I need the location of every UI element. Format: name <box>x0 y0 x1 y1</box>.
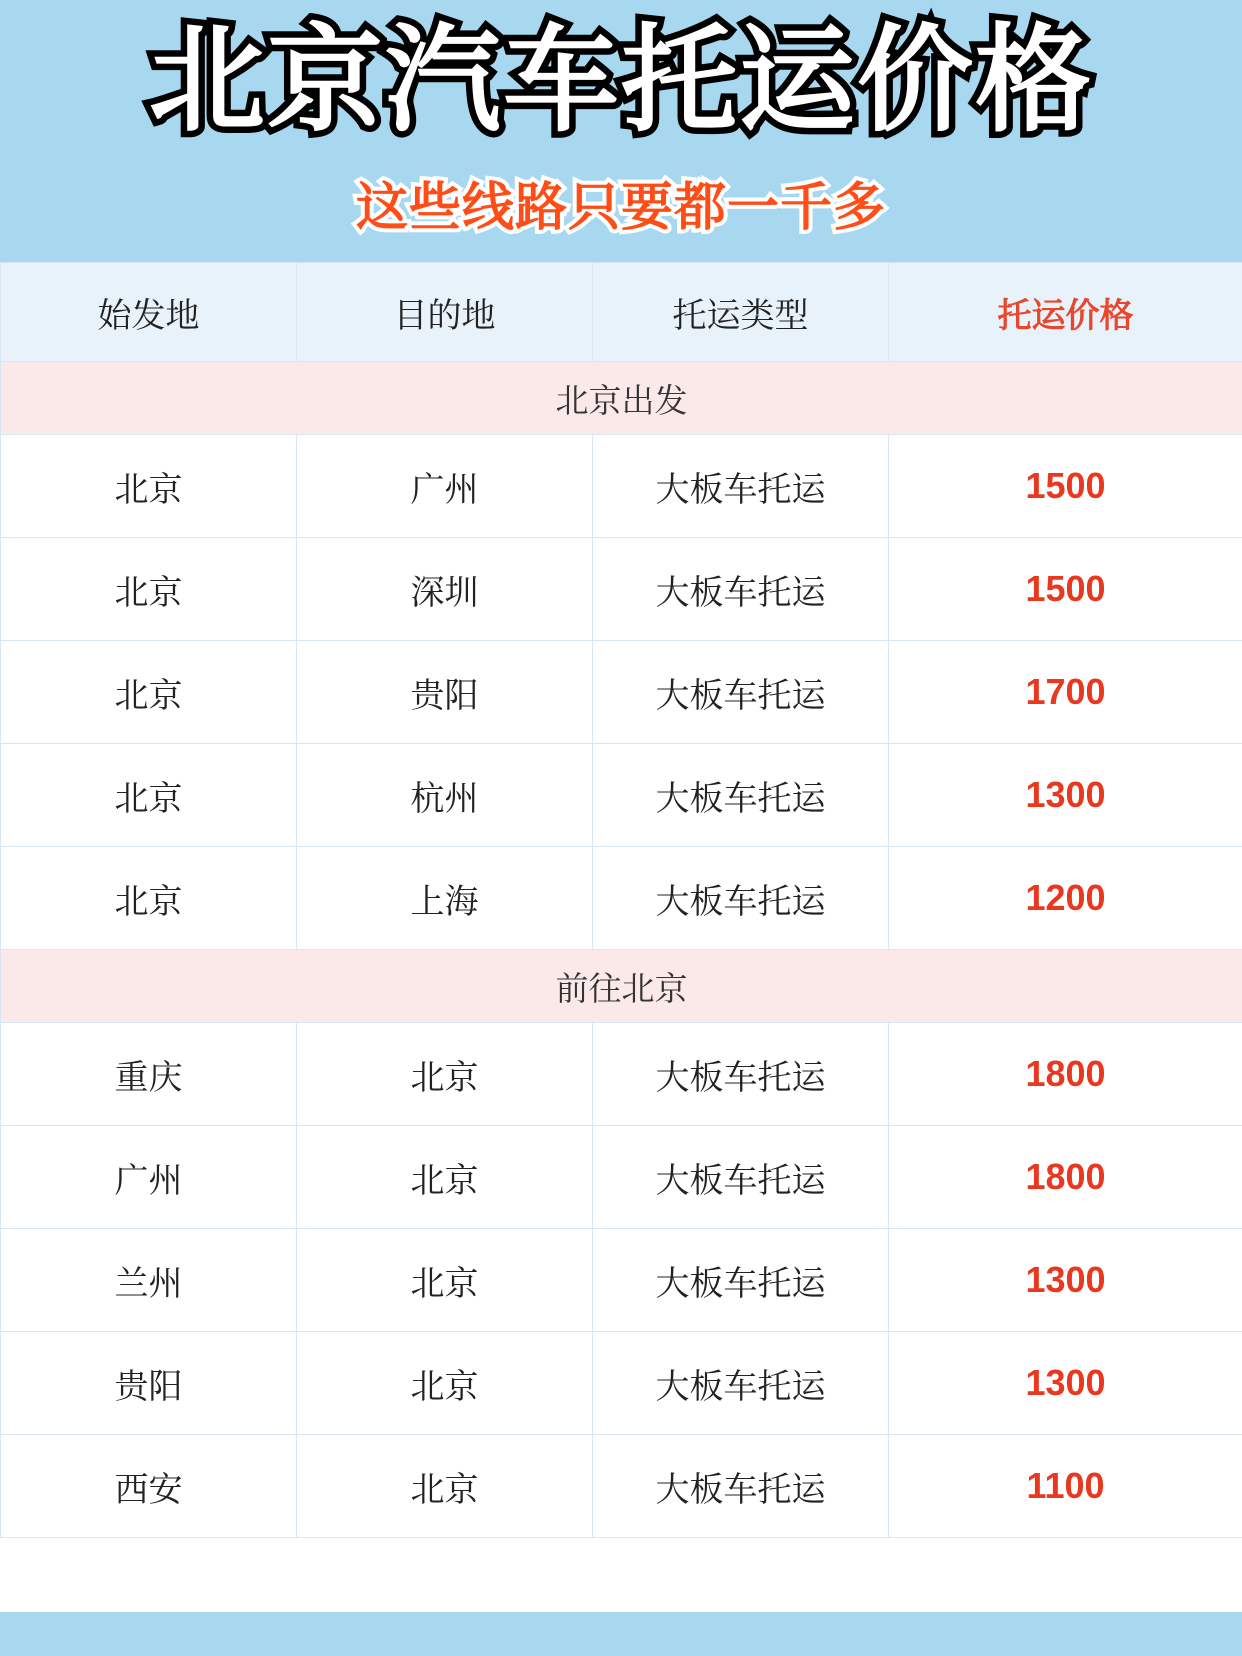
cell-price: 1300 <box>889 744 1242 847</box>
table-row <box>1 744 1242 847</box>
cell-price: 1300 <box>889 1332 1242 1435</box>
table-row <box>1 1332 1242 1435</box>
cell-destination: 杭州 <box>297 744 593 847</box>
cell-type: 大板车托运 <box>593 1126 889 1229</box>
table-row <box>1 641 1242 744</box>
cell-destination: 深圳 <box>297 538 593 641</box>
cell-type: 大板车托运 <box>593 1229 889 1332</box>
cell-type: 大板车托运 <box>593 1023 889 1126</box>
cell-type: 大板车托运 <box>593 538 889 641</box>
page-title: 北京汽车托运价格 <box>149 13 1093 148</box>
table-row <box>1 1126 1242 1229</box>
column-header-origin: 始发地 <box>1 263 297 362</box>
cell-type: 大板车托运 <box>593 847 889 950</box>
section-label: 前往北京 <box>1 950 1242 1023</box>
cell-destination: 上海 <box>297 847 593 950</box>
table-header-row <box>1 263 1242 362</box>
cell-origin: 北京 <box>1 538 297 641</box>
cell-destination: 北京 <box>297 1229 593 1332</box>
table-body <box>1 362 1242 1538</box>
column-header-destination: 目的地 <box>297 263 593 362</box>
cell-destination: 北京 <box>297 1023 593 1126</box>
cell-origin: 北京 <box>1 435 297 538</box>
price-table-container <box>0 262 1242 1612</box>
price-table <box>0 262 1242 1538</box>
cell-type: 大板车托运 <box>593 1435 889 1538</box>
column-header-type: 托运类型 <box>593 263 889 362</box>
section-label: 北京出发 <box>1 362 1242 435</box>
cell-price: 1500 <box>889 538 1242 641</box>
cell-destination: 贵阳 <box>297 641 593 744</box>
cell-origin: 重庆 <box>1 1023 297 1126</box>
column-header-price: 托运价格 <box>889 263 1242 362</box>
cell-origin: 贵阳 <box>1 1332 297 1435</box>
table-header <box>1 263 1242 362</box>
cell-destination: 北京 <box>297 1435 593 1538</box>
table-row <box>1 1229 1242 1332</box>
cell-origin: 北京 <box>1 847 297 950</box>
section-header-row <box>1 362 1242 435</box>
table-row <box>1 847 1242 950</box>
cell-type: 大板车托运 <box>593 744 889 847</box>
cell-destination: 北京 <box>297 1332 593 1435</box>
cell-destination: 北京 <box>297 1126 593 1229</box>
cell-price: 1500 <box>889 435 1242 538</box>
footer-strip <box>0 1612 1242 1656</box>
cell-origin: 兰州 <box>1 1229 297 1332</box>
cell-origin: 西安 <box>1 1435 297 1538</box>
cell-origin: 北京 <box>1 641 297 744</box>
cell-price: 1800 <box>889 1126 1242 1229</box>
cell-type: 大板车托运 <box>593 641 889 744</box>
cell-price: 1300 <box>889 1229 1242 1332</box>
cell-price: 1200 <box>889 847 1242 950</box>
cell-price: 1100 <box>889 1435 1242 1538</box>
table-row <box>1 1435 1242 1538</box>
cell-origin: 北京 <box>1 744 297 847</box>
cell-destination: 广州 <box>297 435 593 538</box>
table-row <box>1 435 1242 538</box>
cell-type: 大板车托运 <box>593 435 889 538</box>
page-subtitle: 这些线路只要都一千多 <box>355 178 886 239</box>
cell-type: 大板车托运 <box>593 1332 889 1435</box>
cell-price: 1800 <box>889 1023 1242 1126</box>
cell-price: 1700 <box>889 641 1242 744</box>
table-row <box>1 1023 1242 1126</box>
section-header-row <box>1 950 1242 1023</box>
table-row <box>1 538 1242 641</box>
cell-origin: 广州 <box>1 1126 297 1229</box>
poster-header <box>0 0 1242 262</box>
